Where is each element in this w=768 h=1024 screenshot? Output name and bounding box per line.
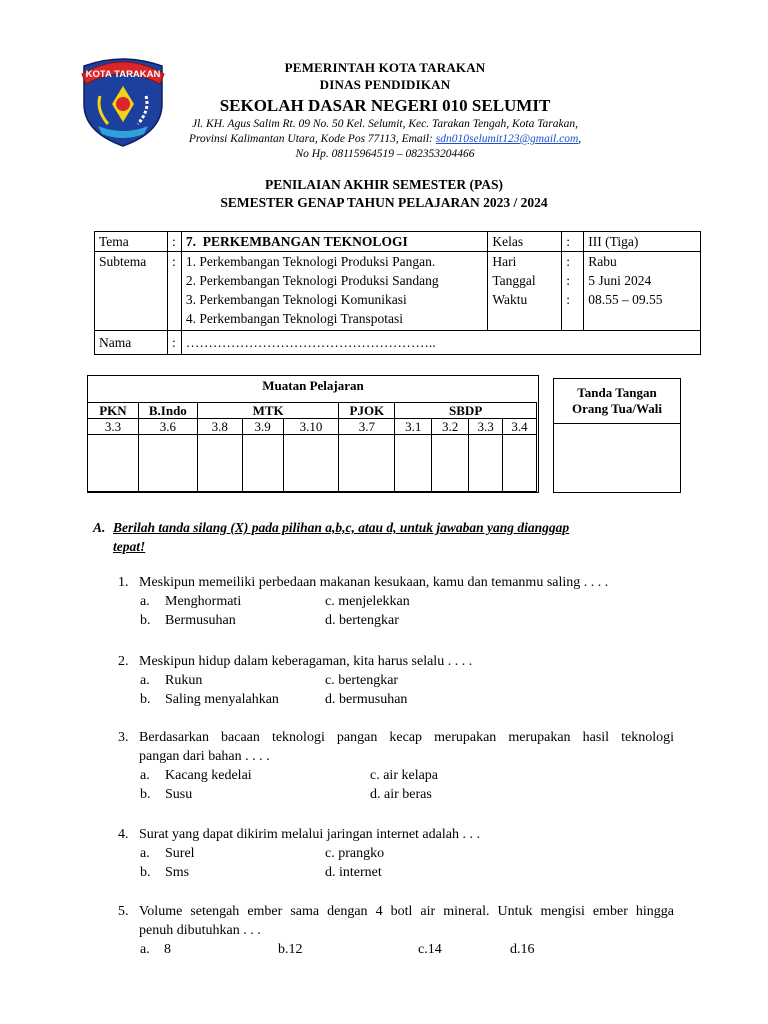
kd-cell: 3.10 <box>283 419 339 435</box>
option-a[interactable]: a. 8 <box>140 942 171 957</box>
subtema-item: 1. Perkembangan Teknologi Produksi Pangan. <box>185 254 436 269</box>
colon: : <box>167 331 181 355</box>
schedule-values <box>584 252 701 331</box>
nama-label: Nama <box>95 331 168 355</box>
header-address-1: Jl. KH. Agus Salim Rt. 09 No. 50 Kel. Selumit, Kec. Tarakan Tengah, Kota Tarakan, <box>191 118 579 130</box>
exam-semester: SEMESTER GENAP TAHUN PELAJARAN 2023 / 2024 <box>220 195 548 210</box>
subject-sbdp: SBDP <box>395 403 537 419</box>
option-d[interactable]: d. internet <box>325 865 382 880</box>
option-c[interactable]: c. air kelapa <box>370 768 439 783</box>
question-5 <box>118 902 674 959</box>
subtema-list <box>181 252 487 331</box>
option-c[interactable]: c. bertengkar <box>325 673 399 688</box>
option-a[interactable]: a. Kacang kedelai <box>140 768 252 783</box>
question-number: 4. <box>118 827 129 842</box>
question-4 <box>118 825 674 882</box>
option-a[interactable]: a. Surel <box>140 846 195 861</box>
kd-cell: 3.4 <box>503 419 537 435</box>
question-text: 4. Surat yang dapat dikirim melalui jaringan internet adalah . . . <box>118 827 480 842</box>
kelas-label: Kelas <box>488 232 562 252</box>
exam-info-table <box>94 231 701 355</box>
option-b[interactable]: b. Saling menyalahkan <box>140 692 279 707</box>
kelas-value: III (Tiga) <box>584 232 701 252</box>
question-text: pangan dari bahan . . . . <box>139 749 270 764</box>
section-a-instruction <box>93 518 673 556</box>
signature-label-2: Orang Tua/Wali <box>572 401 662 416</box>
kd-cell: 3.3 <box>469 419 503 435</box>
option-d[interactable]: d. bermusuhan <box>325 692 408 707</box>
nama-field[interactable]: ……………………………………………….. <box>181 331 700 355</box>
colon: : <box>562 232 584 252</box>
waktu-value: 08.55 – 09.55 <box>588 292 663 307</box>
schedule-labels <box>488 252 562 331</box>
email-link[interactable]: sdn010selumit123@gmail.com <box>435 133 579 145</box>
score-row <box>88 435 537 492</box>
score-cell[interactable] <box>432 435 469 492</box>
kd-row <box>88 419 537 435</box>
subject-row <box>88 403 537 419</box>
question-number: 2. <box>118 654 129 669</box>
subject-table <box>87 375 539 493</box>
option-d[interactable]: d. air beras <box>370 787 432 802</box>
tanggal-value: 5 Juni 2024 <box>588 273 652 288</box>
score-cell[interactable] <box>503 435 537 492</box>
score-cell[interactable] <box>138 435 197 492</box>
signature-area[interactable] <box>554 423 680 490</box>
kd-cell: 3.3 <box>88 419 139 435</box>
tanggal-label: Tanggal <box>492 273 536 288</box>
option-c[interactable]: c. menjelekkan <box>325 594 410 609</box>
score-cell[interactable] <box>339 435 395 492</box>
option-b[interactable]: b. Sms <box>140 865 190 880</box>
kd-cell: 3.8 <box>197 419 242 435</box>
header-address-2: Provinsi Kalimantan Utara, Kode Pos 77113, Email: sdn010selumit123@gmail.com, <box>188 133 582 145</box>
question-2 <box>118 652 674 709</box>
score-cell[interactable] <box>242 435 283 492</box>
score-cell[interactable] <box>88 435 139 492</box>
tema-label: Tema <box>99 234 129 249</box>
answer-options <box>118 940 674 959</box>
question-text: 2. Meskipun hidup dalam keberagaman, kita harus selalu . . . . <box>118 654 473 669</box>
option-a[interactable]: a. Menghormati <box>140 594 242 609</box>
waktu-label: Waktu <box>492 292 528 307</box>
answer-options <box>118 766 674 804</box>
answer-options <box>118 671 674 709</box>
header-phone: No Hp. 08115964519 – 082353204466 <box>295 148 475 160</box>
question-text: 5. Volume setengah ember sama dengan 4 botl air mineral. Untuk mengisi ember hingga <box>118 904 674 919</box>
subtema-item: 4. Perkembangan Teknologi Transpotasi <box>185 311 403 326</box>
instruction-line-2: tepat! <box>113 539 146 554</box>
question-text: 3. Berdasarkan bacaan teknologi pangan kecap merupakan merupakan hasil teknologi <box>118 730 674 745</box>
score-cell[interactable] <box>469 435 503 492</box>
hari-value: Rabu <box>588 254 617 269</box>
subject-table-title: Muatan Pelajaran <box>262 378 364 393</box>
tema-value: 7. PERKEMBANGAN TEKNOLOGI <box>181 232 487 252</box>
question-3 <box>118 728 674 804</box>
header-department: DINAS PENDIDIKAN <box>319 77 451 92</box>
option-c[interactable]: c.14 <box>418 942 442 957</box>
option-d[interactable]: d.16 <box>510 942 535 957</box>
kd-cell: 3.6 <box>138 419 197 435</box>
svg-text:KOTA TARAKAN: KOTA TARAKAN <box>85 69 161 80</box>
score-cell[interactable] <box>197 435 242 492</box>
question-number: 5. <box>118 904 129 919</box>
signature-label-1: Tanda Tangan <box>577 385 657 400</box>
subject-pkn: PKN <box>88 403 139 419</box>
kd-cell: 3.1 <box>395 419 432 435</box>
subtema-item: 2. Perkembangan Teknologi Produksi Sandang <box>185 273 439 288</box>
colon: : <box>167 252 181 331</box>
exam-title: PENILAIAN AKHIR SEMESTER (PAS) <box>265 177 503 192</box>
subtema-label: Subtema <box>95 252 168 331</box>
option-b[interactable]: b. Susu <box>140 787 193 802</box>
kd-cell: 3.9 <box>242 419 283 435</box>
question-text: penuh dibutuhkan . . . <box>139 923 261 938</box>
header-school-name: SEKOLAH DASAR NEGERI 010 SELUMIT <box>219 96 551 115</box>
address-prefix: Provinsi Kalimantan Utara, Kode Pos 77113, Email: <box>188 133 433 145</box>
answer-options <box>118 844 674 882</box>
score-cell[interactable] <box>283 435 339 492</box>
row-tema <box>95 232 701 252</box>
subtema-item: 3. Perkembangan Teknologi Komunikasi <box>185 292 407 307</box>
subject-mtk: MTK <box>197 403 339 419</box>
subject-bindo: B.Indo <box>138 403 197 419</box>
row-nama <box>95 331 701 355</box>
schedule-colons: : : : <box>562 252 584 331</box>
colon: : <box>167 232 181 252</box>
header-government: PEMERINTAH KOTA TARAKAN <box>284 60 486 75</box>
score-cell[interactable] <box>395 435 432 492</box>
kd-cell: 3.7 <box>339 419 395 435</box>
parent-signature-box <box>553 378 681 493</box>
option-b[interactable]: b. Bermusuhan <box>140 613 236 628</box>
kd-cell: 3.2 <box>432 419 469 435</box>
hari-label: Hari <box>492 254 517 269</box>
row-subtema <box>95 252 701 331</box>
question-1 <box>118 573 674 630</box>
question-text: 1. Meskipun memeiliki perbedaan makanan kesukaan, kamu dan temanmu saling . . . . <box>118 575 609 590</box>
question-number: 1. <box>118 575 129 590</box>
question-number: 3. <box>118 730 129 745</box>
option-c[interactable]: c. prangko <box>325 846 385 861</box>
subject-pjok: PJOK <box>339 403 395 419</box>
option-b[interactable]: b.12 <box>278 942 303 957</box>
option-d[interactable]: d. bertengkar <box>325 613 399 628</box>
answer-options <box>118 592 674 630</box>
instruction-line-1: A. Berilah tanda silang (X) pada pilihan a,b,c, atau d, untuk jawaban yang dianggap <box>93 520 570 535</box>
option-a[interactable]: a. Rukun <box>140 673 203 688</box>
